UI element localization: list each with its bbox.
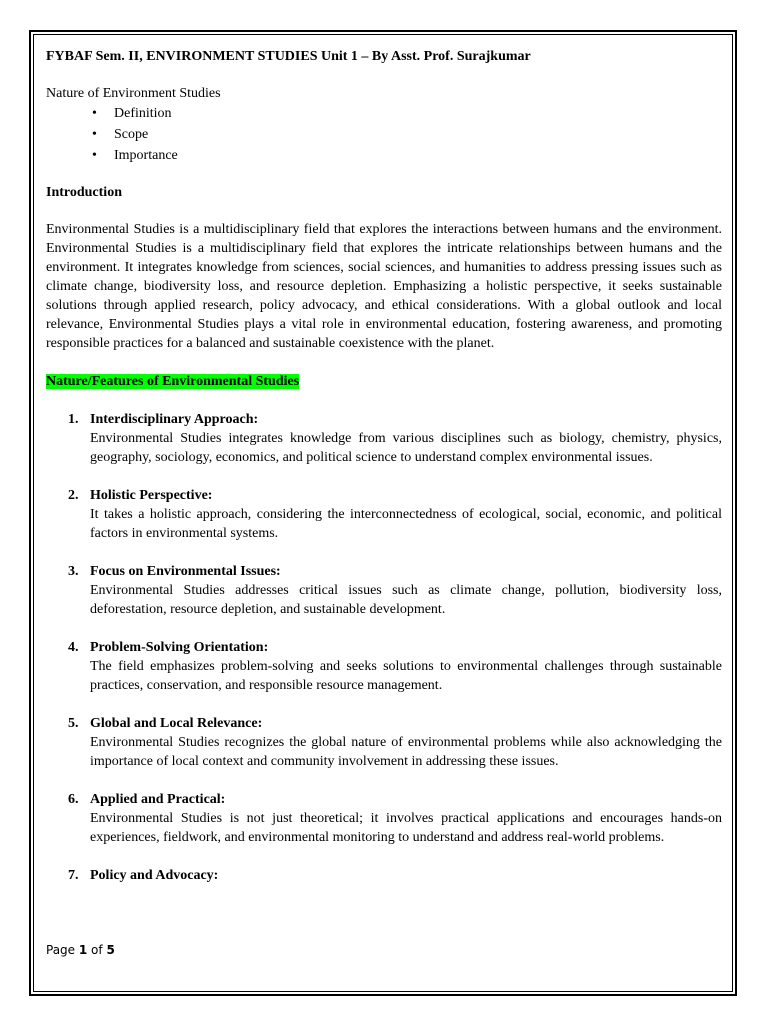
feature-description: It takes a holistic approach, considering the interconnectedness of ecological, social, economic, and political factors in environmental systems.: [90, 507, 722, 541]
feature-title: Holistic Perspective:: [90, 488, 213, 503]
feature-item: [68, 486, 722, 543]
feature-item: [68, 562, 722, 619]
feature-number: 3.: [68, 564, 79, 579]
intro-paragraph: Environmental Studies is a multidisciplinary field that explores the interactions between humans and the environment. Environmental Studies is a multidisciplinary field that explores the intricate relationships between humans and the environment. It integrates knowledge from sciences, social sciences, and humanities to address pressing issues such as climate change, biodiversity loss, and resource depletion. Emphasizing a holistic perspective, it seeks sustainable solutions through applied research, policy advocacy, and ethical considerations. With a global outlook and local relevance, Environmental Studies plays a vital role in environmental education, fostering awareness, and promoting responsible practices for a balanced and sustainable coexistence with the planet.: [46, 222, 722, 351]
feature-number: 7.: [68, 868, 79, 883]
nature-heading: Nature/Features of Environmental Studies: [46, 374, 300, 389]
feature-item: [68, 866, 722, 885]
feature-description: The field emphasizes problem-solving and seeks solutions to environmental challenges through sustainable practices, conservation, and responsible resource management.: [90, 659, 722, 693]
feature-number: 2.: [68, 488, 79, 503]
feature-description: Environmental Studies is not just theoretical; it involves practical applications and encourages hands-on experiences, fieldwork, and environmental monitoring to understand and address real-world problems.: [90, 811, 722, 845]
bullet-item: • Definition: [114, 103, 722, 124]
footer-middle: of: [87, 943, 107, 957]
feature-title: Applied and Practical:: [90, 792, 226, 807]
feature-title: Policy and Advocacy:: [90, 868, 219, 883]
feature-description: Environmental Studies integrates knowledge from various disciplines such as biology, chemistry, physics, geography, sociology, economics, and political science to understand complex environmental issues.: [90, 431, 722, 465]
features-list: [46, 410, 722, 885]
feature-item: [68, 638, 722, 695]
feature-number: 6.: [68, 792, 79, 807]
topic-title: Nature of Environment Studies: [46, 86, 221, 101]
feature-number: 4.: [68, 640, 79, 655]
feature-item: [68, 714, 722, 771]
feature-description: Environmental Studies recognizes the global nature of environmental problems while also acknowledging the importance of local context and community involvement in addressing these issues.: [90, 735, 722, 769]
feature-title: Global and Local Relevance:: [90, 716, 263, 731]
bullet-item: • Importance: [114, 145, 722, 166]
feature-number: 1.: [68, 412, 79, 427]
topic-bullet-list: [46, 103, 722, 166]
nature-heading-wrap: [46, 372, 722, 391]
footer-current-page: 1: [78, 943, 88, 957]
document-header: FYBAF Sem. II, ENVIRONMENT STUDIES Unit 1 – By Asst. Prof. Surajkumar: [46, 49, 531, 64]
bullet-item: • Scope: [114, 124, 722, 145]
feature-item: [68, 790, 722, 847]
feature-title: Problem-Solving Orientation:: [90, 640, 269, 655]
page-content: [46, 44, 722, 904]
feature-title: Focus on Environmental Issues:: [90, 564, 281, 579]
footer-total-pages: 5: [106, 943, 115, 957]
page-footer: [46, 943, 115, 957]
feature-title: Interdisciplinary Approach:: [90, 412, 259, 427]
intro-heading: Introduction: [46, 185, 122, 200]
footer-prefix: Page: [46, 943, 79, 957]
feature-number: 5.: [68, 716, 79, 731]
feature-item: [68, 410, 722, 467]
feature-description: Environmental Studies addresses critical issues such as climate change, pollution, biodiversity loss, deforestation, resource depletion, and sustainable development.: [90, 583, 722, 617]
